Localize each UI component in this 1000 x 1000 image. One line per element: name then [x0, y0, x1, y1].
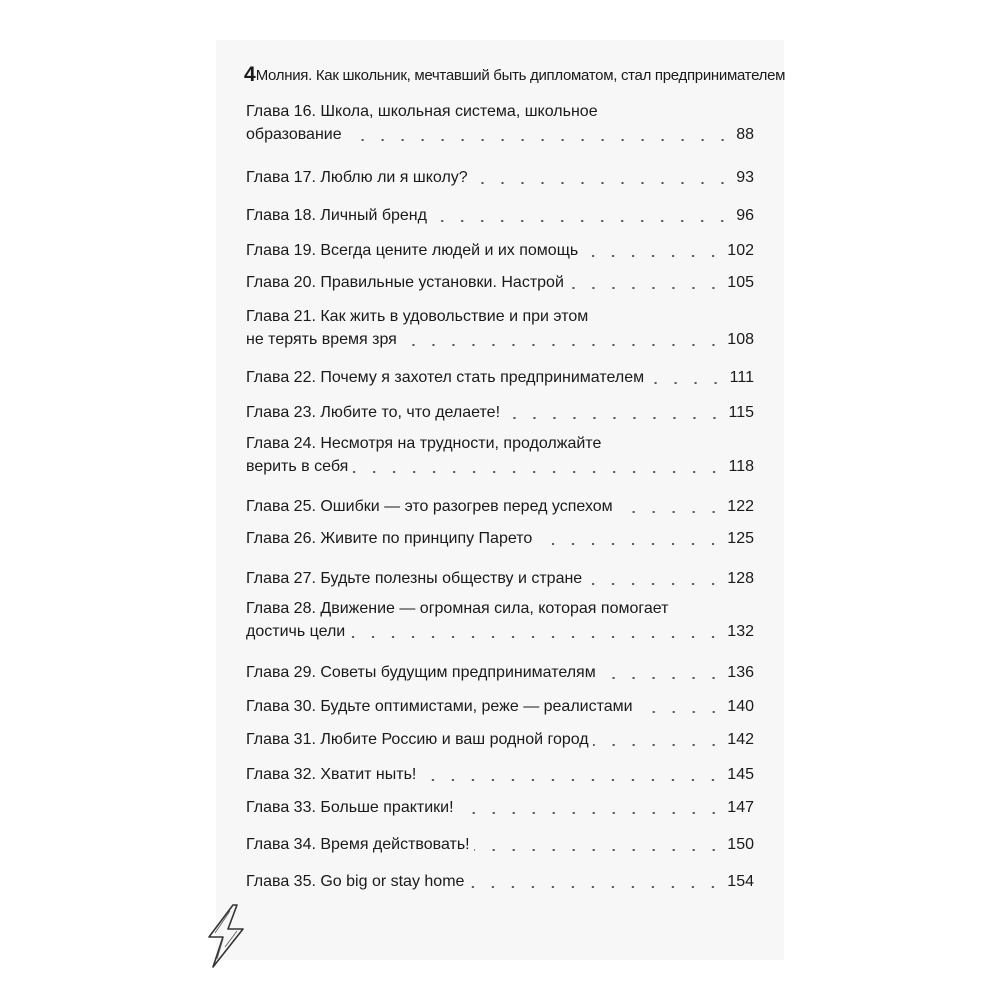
- dot-leader: [472, 182, 733, 184]
- toc-entry: [246, 204, 754, 227]
- toc-entry: [246, 763, 754, 786]
- dot-leader: [346, 139, 733, 141]
- toc-entry: [246, 239, 754, 262]
- toc-entry-page: 118: [728, 458, 754, 475]
- toc-entry-title: Глава 21. Как жить в удовольствие и при этом: [246, 308, 589, 325]
- dot-leader: [637, 711, 724, 713]
- toc-entry: [246, 305, 754, 351]
- toc-entry: [246, 401, 754, 424]
- toc-entry: [246, 661, 754, 684]
- toc-entry-title: Глава 23. Любите то, что делаете!: [246, 404, 501, 421]
- page-header: [244, 62, 786, 88]
- toc-entry-title: Глава 20. Правильные установки. Настрой: [246, 274, 564, 291]
- dot-leader: [349, 636, 723, 638]
- toc-entry-page: 96: [736, 207, 754, 224]
- toc-entry: [246, 796, 754, 819]
- toc-entry-page: 147: [727, 799, 754, 816]
- toc-entry: [246, 597, 754, 643]
- toc-entry-page: 132: [727, 623, 754, 640]
- dot-leader: [420, 779, 723, 781]
- toc-entry-page: 111: [729, 369, 754, 386]
- toc-entry-page: 128: [727, 570, 754, 587]
- toc-entry-title: Глава 18. Личный бренд: [246, 207, 427, 224]
- toc-entry: [246, 833, 754, 856]
- page-number: 4: [244, 63, 256, 86]
- toc-entry-title: Глава 32. Хватит ныть!: [246, 766, 417, 783]
- toc-entry: [246, 527, 754, 550]
- dot-leader: [504, 417, 724, 419]
- toc-entry-page: 150: [727, 836, 754, 853]
- dot-leader: [431, 220, 732, 222]
- toc-entry-title: Глава 19. Всегда цените людей и их помощь: [246, 242, 579, 259]
- toc-entry: [246, 100, 754, 146]
- toc-entry-page: 122: [727, 498, 754, 515]
- toc-entry-title: достичь цели: [246, 623, 346, 640]
- toc-entry-page: 108: [727, 331, 754, 348]
- dot-leader: [586, 583, 723, 585]
- toc-entry-title: Глава 25. Ошибки — это разогрев перед успехом: [246, 498, 613, 515]
- dot-leader: [468, 886, 723, 888]
- dot-leader: [352, 471, 724, 473]
- toc-entry-title: Глава 26. Живите по принципу Парето: [246, 530, 533, 547]
- dot-leader: [600, 677, 724, 679]
- toc-entry-page: 88: [736, 126, 754, 143]
- dot-leader: [593, 744, 724, 746]
- toc-entry: [246, 271, 754, 294]
- toc-entry-title: не терять время зря: [246, 331, 397, 348]
- toc-entry-title: Глава 31. Любите Россию и ваш родной город: [246, 731, 589, 748]
- toc-entry-title: Глава 30. Будьте оптимистами, реже — реалистами: [246, 698, 633, 715]
- toc-entry-title: образование: [246, 126, 342, 143]
- toc-entry-page: 154: [727, 873, 754, 890]
- toc-entry-page: 102: [727, 242, 754, 259]
- toc-entry-page: 140: [727, 698, 754, 715]
- toc-entry-page: 142: [727, 731, 754, 748]
- dot-leader: [617, 511, 724, 513]
- dot-leader: [458, 812, 724, 814]
- toc-entry-page: 105: [727, 274, 754, 291]
- toc-entry-page: 115: [728, 404, 754, 421]
- dot-leader: [648, 382, 726, 384]
- dot-leader: [474, 849, 724, 851]
- toc-entry-title: верить в себя: [246, 458, 349, 475]
- toc-entry: [246, 728, 754, 751]
- toc-entry: [246, 166, 754, 189]
- toc-entry-title: Глава 33. Больше практики!: [246, 799, 454, 816]
- toc-entry-title: Глава 29. Советы будущим предпринимателям: [246, 664, 596, 681]
- toc-entry-title: Глава 27. Будьте полезны обществу и стране: [246, 570, 583, 587]
- toc-entry-page: 145: [727, 766, 754, 783]
- dot-leader: [401, 344, 723, 346]
- toc-entry-title: Глава 35. Go big or stay home: [246, 873, 465, 890]
- toc-entry-page: 136: [727, 664, 754, 681]
- toc-entry-title: Глава 24. Несмотря на трудности, продолжайте: [246, 435, 602, 452]
- toc-entry-title: Глава 22. Почему я захотел стать предпринимателем: [246, 369, 645, 386]
- toc-entry: [246, 432, 754, 478]
- toc-entry-title: Глава 34. Время действовать!: [246, 836, 470, 853]
- toc-entry: [246, 495, 754, 518]
- toc-entry: [246, 870, 754, 893]
- dot-leader: [536, 543, 723, 545]
- toc-entry-title: Глава 17. Люблю ли я школу?: [246, 169, 468, 186]
- toc-entry: [246, 695, 754, 718]
- toc-entry-page: 93: [736, 169, 754, 186]
- toc-entry: [246, 567, 754, 590]
- running-title: Молния. Как школьник, мечтавший быть дипломатом, стал предпринимателем: [255, 66, 786, 84]
- dot-leader: [568, 287, 723, 289]
- toc-entry-title: Глава 16. Школа, школьная система, школьное: [246, 103, 598, 120]
- toc-entry: [246, 366, 754, 389]
- dot-leader: [582, 255, 723, 257]
- toc-entry-page: 125: [727, 530, 754, 547]
- toc-entry-title: Глава 28. Движение — огромная сила, которая помогает: [246, 600, 669, 617]
- lightning-bolt-icon: [203, 903, 249, 969]
